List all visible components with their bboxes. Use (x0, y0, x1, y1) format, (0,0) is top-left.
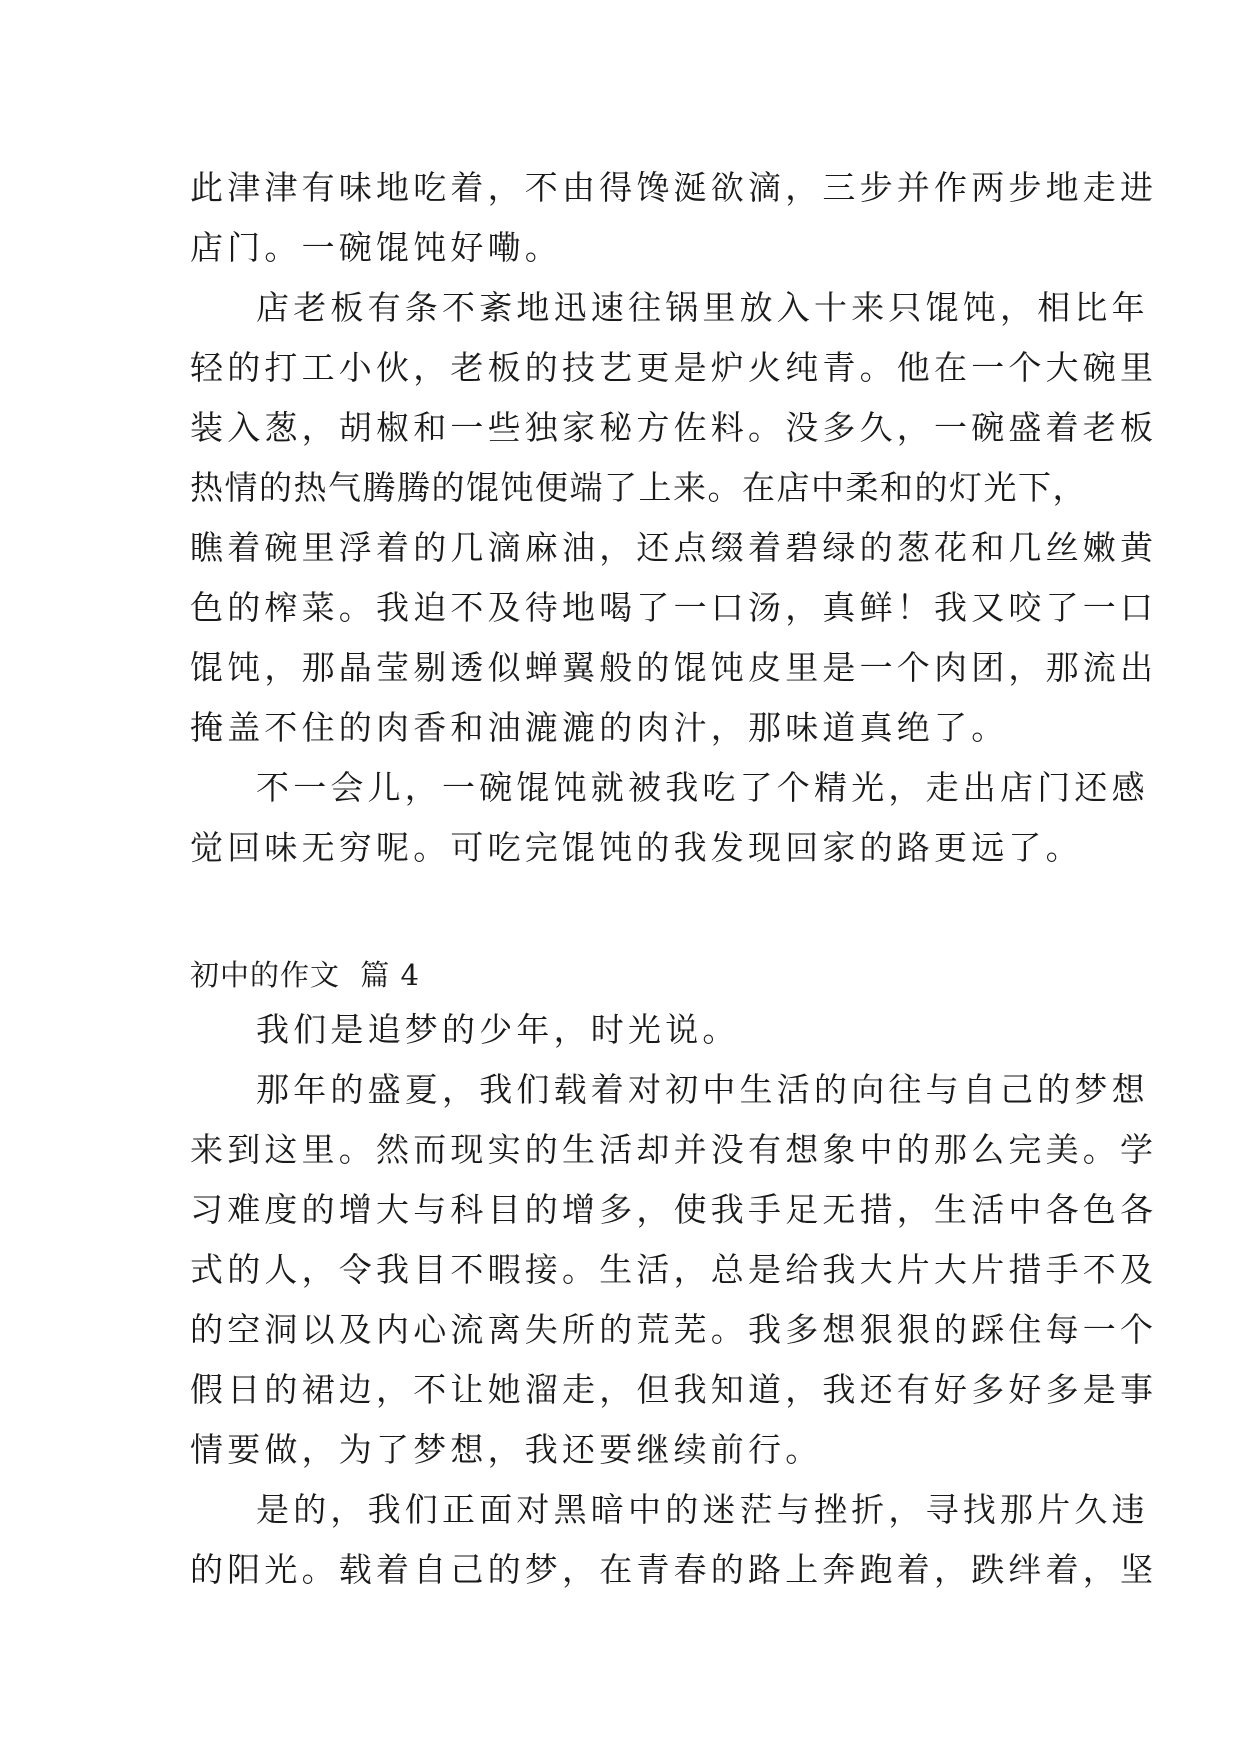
section-title: 初中的作文 (190, 958, 341, 992)
text-line: 的空洞以及内心流离失所的荒芜。我多想狠狠的踩住每一个 (190, 1310, 1158, 1349)
paragraph (190, 278, 1158, 758)
paragraph (190, 1000, 1060, 1060)
text-line: 店老板有条不紊地迅速往锅里放入十来只馄饨，相比年 (256, 288, 1149, 327)
paragraph (190, 1480, 1158, 1600)
text-line: 瞧着碗里浮着的几滴麻油，还点缀着碧绿的葱花和几丝嫩黄 (190, 528, 1158, 567)
text-line: 轻的打工小伙，老板的技艺更是炉火纯青。他在一个大碗里 (190, 348, 1158, 387)
text-line: 店门。一碗馄饨好嘞。 (190, 228, 562, 267)
text-line: 情要做，为了梦想，我还要继续前行。 (190, 1430, 823, 1469)
text-line: 觉回味无穷呢。可吃完馄饨的我发现回家的路更远了。 (190, 828, 1083, 867)
document-page (190, 158, 1158, 1600)
text-line: 那年的盛夏，我们载着对初中生活的向往与自己的梦想 (256, 1070, 1149, 1109)
text-line: 习难度的增大与科目的增多，使我手足无措，生活中各色各 (190, 1190, 1158, 1229)
paragraph (190, 758, 1149, 878)
text-line: 热情的热气腾腾的馄饨便端了上来。在店中柔和的灯光下， (190, 468, 1087, 507)
text-line: 我们是追梦的少年，时光说。 (256, 1010, 740, 1049)
text-line: 假日的裙边，不让她溜走，但我知道，我还有好多好多是事 (190, 1370, 1158, 1409)
text-line: 装入葱，胡椒和一些独家秘方佐料。没多久，一碗盛着老板 (190, 408, 1158, 447)
text-line: 掩盖不住的肉香和油漉漉的肉汁，那味道真绝了。 (190, 708, 1009, 747)
text-line: 式的人，令我目不暇接。生活，总是给我大片大片措手不及 (190, 1250, 1158, 1289)
section-number: 篇 4 (360, 958, 420, 992)
text-line: 的阳光。载着自己的梦，在青春的路上奔跑着，跌绊着，坚 (190, 1550, 1158, 1589)
paragraph (190, 158, 1158, 278)
text-line: 此津津有味地吃着，不由得馋涎欲滴，三步并作两步地走进 (190, 168, 1158, 207)
paragraph (190, 1060, 1158, 1480)
section-heading (190, 950, 1060, 1000)
text-line: 馄饨，那晶莹剔透似蝉翼般的馄饨皮里是一个肉团，那流出 (190, 648, 1158, 687)
text-line: 来到这里。然而现实的生活却并没有想象中的那么完美。学 (190, 1130, 1158, 1169)
text-line: 色的榨菜。我迫不及待地喝了一口汤，真鲜！我又咬了一口 (190, 588, 1158, 627)
text-line: 不一会儿，一碗馄饨就被我吃了个精光，走出店门还感 (256, 768, 1149, 807)
text-line: 是的，我们正面对黑暗中的迷茫与挫折，寻找那片久违 (256, 1490, 1149, 1529)
